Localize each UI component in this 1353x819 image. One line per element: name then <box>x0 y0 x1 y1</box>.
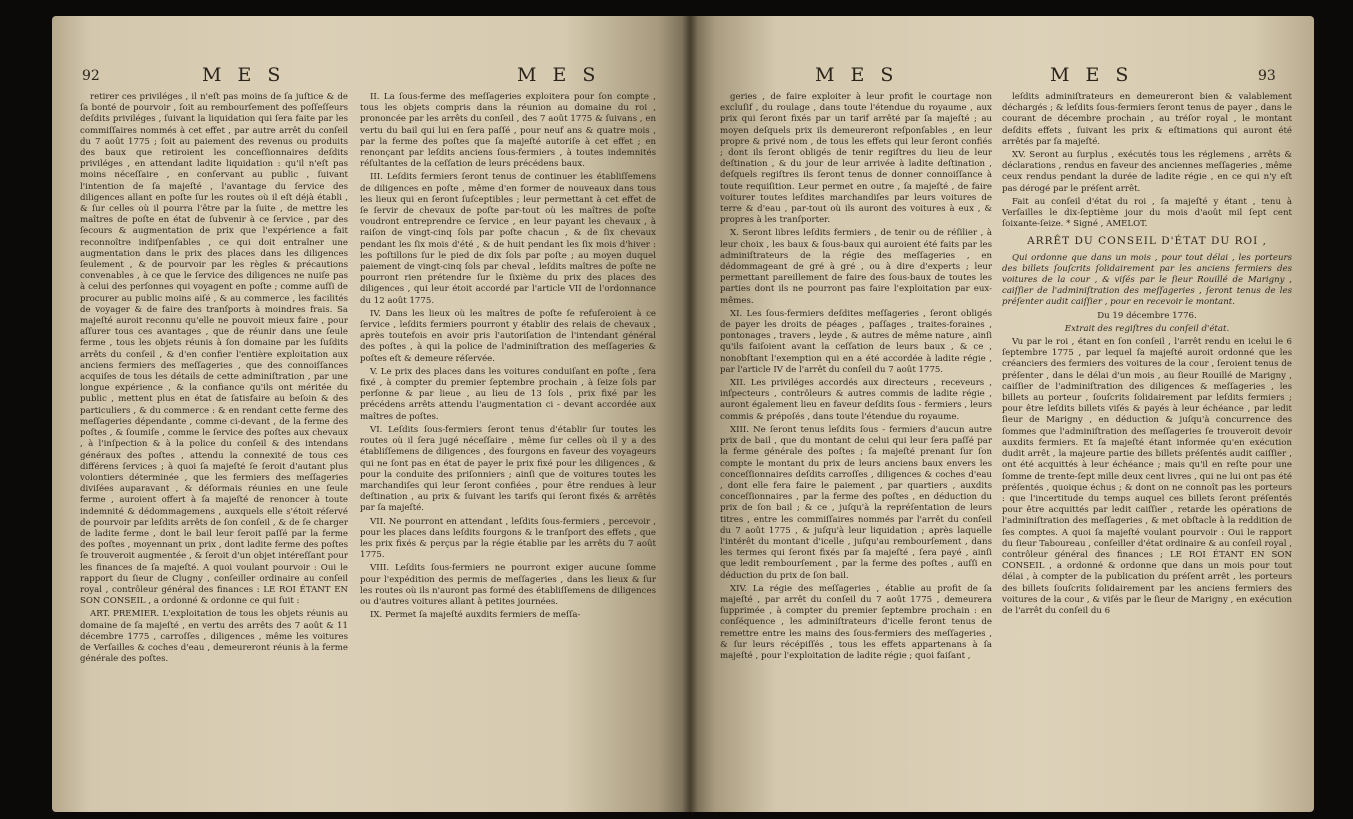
signature-line: Fait au conſeil d'état du roi , ſa majeſté y étant , tenu à Verſailles le dix-ſeptième jour du mois d'août mil ſept cent ſoixante-ſeize. * Signé , AMELOT. <box>1002 196 1292 230</box>
paragraph: VIII. Leſdits ſous-fermiers ne pourront exiger aucune ſomme pour l'expédition des permis de meſſageries , dans les lieux & ſur les routes où ils n'auront pas formé des établiſſemens de diligences ou d'autres voitures allant à petites journées. <box>360 563 656 607</box>
paragraph: X. Seront libres leſdits fermiers , de tenir ou de réſilier , à leur choix , les baux & ſous-baux qui auroient été faits par les adminiſtrateurs de la régie des meſſageries , en dédommageant de gré à gré , ou à dire d'experts ; leur permettant pareillement de faire des ſous-baux de toutes les parties dont ils ne pourront pas faire l'exploitation par eux-mêmes. <box>720 228 992 306</box>
right-page-column-1 <box>720 92 992 792</box>
right-page-number: 93 <box>1258 68 1276 84</box>
left-page <box>52 16 690 812</box>
paragraph: XI. Les ſous-fermiers deſdites meſſageries , ſeront obligés de payer les droits de péages , paſſages , traites-foraines , pontonages , travers , leyde , & autres de même nature , ainſi qu'ils faiſoient avant la ceſſation de leurs baux , & ce , nonobſtant l'exemption qui en a été accordée à ladite régie , par l'article IV de l'arrêt du conſeil du 7 août 1775. <box>720 308 992 375</box>
paragraph: XV. Seront au ſurplus , exécutés tous les réglemens , arrêts & déclarations , rendus en faveur des anciennes meſſageries , même ceux rendus pendant la durée de ladite régie , en ce qui n'y eſt pas dérogé par le préſent arrêt. <box>1002 150 1292 194</box>
book-gutter <box>682 16 698 812</box>
left-head-word-1: M E S <box>202 64 286 86</box>
left-head-word-2: M E S <box>517 64 601 86</box>
paragraph: IV. Dans les lieux où les maîtres de poſte ſe refuſeroient à ce ſervice , leſdits fermiers pourront y établir des relais de chevaux , après toutefois en avoir pris l'autoriſation de l'intendant général des poſtes , à qui la police de l'adminiſtration des meſſageries & poſtes eſt & demeure réſervée. <box>360 308 656 364</box>
left-page-number: 92 <box>82 68 100 84</box>
paragraph: IX. Permet ſa majeſté auxdits fermiers de meſſa- <box>370 610 581 621</box>
paragraph: V. Le prix des places dans les voitures conduiſant en poſte , ſera fixé , à compter du premier ſeptembre prochain , à ſeize ſols par perſonne & par lieue , au lieu de 13 ſols , prix fixé par les précédens arrêts attendu l'augmentation ci - devant accordée aux maîtres de poſtes. <box>360 366 656 422</box>
left-page-column-2 <box>360 92 656 792</box>
paragraph: XII. Les priviléges accordés aux directeurs , receveurs , inſpecteurs , contrôleurs & autres commis de ladite régie , auront également lieu en faveur deſdits ſous - fermiers , leurs commis & prépoſés , dans toute l'étendue du royaume. <box>720 378 992 422</box>
paragraph: geries , de faire exploiter à leur profit le courtage non excluſif , du roulage , dans toute l'étendue du royaume , aux prix qui ſeront fixés par un tarif arrêté par ſa majeſté ; au moyen deſquels prix ils demeureront reſponſables , en leur propre & privé nom , de tous les effets qui leur ſeront confiés ; dont ils ſeront obligés de tenir regiſtres du lieu de leur deſtination , & du jour de leur arrivée à ladite deſtination , deſquels regiſtres ils ſeront tenus de donner connoiſſance à toute requiſition. Leur permet en outre , ſa majeſté , de faire voiturer toutes leſdites marchandiſes par leurs voitures de terre & d'eau , par-tout où ils auront des voitures à eux , & propres à les tranſporter. <box>720 92 992 226</box>
left-page-column-1 <box>80 92 348 792</box>
paragraph: leſdits adminiſtrateurs en demeureront bien & valablement déchargés ; & leſdits ſous-fermiers ſeront tenus de payer , dans le courant de décembre prochain , au tréſor royal , le montant deſdits effets , ſuivant les prix & eſtimations qui auront été arrêtés par ſa majeſté. <box>1002 92 1292 147</box>
paragraph: XIII. Ne ſeront tenus leſdits ſous - fermiers d'aucun autre prix de bail , que du montant de celui qui leur ſera paſſé par la ferme générale des poſtes ; ſa majeſté prenant ſur ſon compte le montant du prix de leurs anciens baux envers les conceſſionnaires deſdits carroſſes , diligences & coches d'eau , dont elle fera faire le paiement , par quartiers , auxdits conceſſionnaires , par la ferme des poſtes , en déduction du prix de ſon bail ; & ce , juſqu'à la repréſentation de leurs titres , entre les commiſſaires nommés par l'arrêt du conſeil du 7 août 1775 , & juſqu'à leur liquidation ; après laquelle l'intérêt du montant d'icelle , juſqu'au rembourſement , dans les termes qui ſeront fixés par ſa majeſté , ſera payé , ainſi que ledit rembourſement , par la ferme des poſtes , auſſi en déduction du prix de ſon bail. <box>720 424 992 581</box>
right-page-column-2 <box>1002 92 1292 792</box>
right-head-word-1: M E S <box>815 64 899 86</box>
paragraph: III. Leſdits fermiers ſeront tenus de continuer les établiſſemens de diligences en poſte , même d'en former de nouveaux dans tous les lieux qui en ſeront ſuſceptibles ; leur permettant à cet effet de ſe ſervir de chevaux de poſte par-tout où les maîtres de poſte voudront entreprendre ce ſervice , en leur payant les chevaux , à raiſon de vingt-cinq ſols par poſte chacun , & de ſix chevaux pendant les ſix mois d'été , & de huit pendant les ſix mois d'hiver : les poſtillons ſur le pied de dix ſols par poſte ; au moyen duquel paiement de vingt-cinq ſols par cheval , leſdits maîtres de poſte ne pourront rien prétendre ſur le ſixième du prix des places des diligences , qui leur étoit accordé par l'article VII de l'ordonnance du 12 août 1775. <box>360 172 656 306</box>
paragraph: ART. PREMIER. L'exploitation de tous les objets réunis au domaine de ſa majeſté , en vertu des arrêts des 7 août & 11 décembre 1775 , carroſſes , diligences , même les voitures de Verſailles & coches d'eau , demeureront réunis à la ferme générale des poſtes. <box>80 609 348 665</box>
right-head-word-2: M E S <box>1050 64 1134 86</box>
paragraph: Vu par le roi , étant en ſon conſeil , l'arrêt rendu en icelui le 6 ſeptembre 1775 , par lequel ſa majeſté auroit ordonné que les créanciers des fermiers des voitures de la cour , ſeroient tenus de préſenter , dans le délai d'un mois , au ſieur Rouillé de Marigny , caiſſier de l'adminiſtration des diligences & meſſageries , les billets au porteur , ſouſcrits ſolidairement par leſdits fermiers ; pour être leſdits billets viſés & payés à leur échéance , par ledit ſieur de Marigny , en déduction & juſqu'à concurrence des ſommes que l'adminiſtration des meſſageries ſe trouveroit devoir auxdits fermiers. Et ſa majeſté étant informée qu'en exécution dudit arrêt , la majeure partie des billets préſentés audit caiſſier , ont été acquittés à leur échéance ; mais qu'il en reſte pour une ſomme de trente-ſept mille deux cent livres , qui ne lui ont pas été préſentés , quoique échus ; & dont on ne connoît pas les porteurs : que l'incertitude du temps auquel ces billets ſeront préſentés pour être acquittés par ledit caiſſier , retarde les opérations de l'adminiſtration des meſſageries , & met obſtacle à la reddition de ſes comptes. A quoi ſa majeſté voulant pourvoir : Oui le rapport du ſieur Taboureau , conſeiller d'état ordinaire & au conſeil royal , contrôleur général des finances ; LE ROI ÉTANT EN SON CONSEIL , a ordonné & ordonne que dans un mois pour tout délai , à compter de la publication du préſent arrêt , les porteurs des billets ſouſcrits ſolidairement par les anciens fermiers des voitures de la cour , & viſés par le ſieur de Marigny , en exécution de l'arrêt du conſeil du 6 <box>1002 337 1292 616</box>
paragraph: retirer ces priviléges , il n'eſt pas moins de ſa juſtice & de ſa bonté de pourvoir , ſoit au rembourſement des poſſeſſeurs deſdits priviléges , ſuivant la liquidation qui ſera faite par les commiſſaires nommés à cet effet , par autre arrêt du conſeil du 7 août 1775 ; ſoit au paiement des revenus ou produits des baux que retiroient les conceſſionnaires deſdits priviléges , en attendant ladite liquidation : qu'il n'eſt pas moins néceſſaire , en conſervant au public , ſuivant l'intention de ſa majeſté , l'avantage du ſervice des diligences allant en poſte ſur les routes où il eſt déjà établi , & ſur celles où il pourra l'être par la ſuite , de mettre les maîtres de poſte en état de ſubvenir à ce ſervice , par des ſecours & augmentation de prix que l'expérience a fait reconnoître indiſpenſables , ce qui doit entraîner une augmentation dans le prix des places dans les diligences ſeulement , & de pourvoir par les règles & précautions convenables , à ce que le ſervice des diligences ne nuiſe pas à celui des perſonnes qui voyagent en poſte ; comme auſſi de procurer au public moins aiſé , & au commerce , les facilités de voyager & de faire des tranſports à moindres frais. Sa majeſté auroit reconnu qu'elle ne pouvoit mieux faire , pour aſſurer tous ces avantages , que de réunir dans une ſeule ferme , tous les objets réunis à ſon domaine par les ſuſdits arrêts du conſeil , & d'en confier l'entière exploitation aux anciens fermiers des meſſageries , que des connoiſſances acquiſes de tous les détails de cette adminiſtration , par une longue expérience , & la confiance qu'ils ont méritée du public , mettent plus en état de ſatisfaire au beſoin & des particuliers , & du commerce : & en rendant cette ferme des meſſageries dépendante , comme ci-devant , de la ferme des poſtes , & ſoumiſe , comme le ſervice des poſtes aux chevaux , à l'inſpection & à la police du conſeil & des intendans généraux des poſtes , attendu la connexité de tous ces différens ſervices ; à quoi ſa majeſté ſe ſeroit d'autant plus volontiers déterminée , que les fermiers des meſſageries diviſées auparavant , & déſormais réunies en une ſeule ferme , auroient offert à ſa majeſté de renoncer à toute indemnité & dédommagemens , auxquels elle s'étoit réſervé de pourvoir par leſdits arrêts de ſon conſeil , & de ſe charger de ladite ferme , dont le bail leur ſeroit paſſé par la ferme des poſtes , moyennant un prix , dont ladite ferme des poſtes ſe trouveroit augmentée , & ſeroit d'un objet intéreſſant pour les finances de ſa majeſté. A quoi voulant pourvoir : Oui le rapport du ſieur de Clugny , conſeiller ordinaire au conſeil royal , contrôleur général des finances : LE ROI ÉTANT EN SON CONSEIL , a ordonné & ordonne ce qui ſuit : <box>80 92 348 607</box>
decree-summary: Qui ordonne que dans un mois , pour tout délai , les porteurs des billets ſouſcrits ſolidairement par les anciens fermiers des voitures de la cour , & viſés par le ſieur Rouillé de Marigny , caiſſier de l'adminiſtration des meſſageries , ſeront tenus de les préſenter audit caiſſier , pour en recevoir le montant. <box>1002 252 1292 308</box>
right-running-head <box>690 64 1314 90</box>
paragraph: VI. Leſdits ſous-fermiers ſeront tenus d'établir ſur toutes les routes où il ſera jugé néceſſaire , même ſur celles où il y a des établiſſemens de diligences , des fourgons en faveur des voyageurs qui ne ſont pas en état de payer le prix fixé pour les diligences , & pour la conduite des priſonniers ; ainſi que de voitures toutes les marchandiſes qui leur ſeront confiées , pour être rendues à leur deſtination , au prix & ſuivant les tarifs qui ſeront fixés & arrêtés par ſa majeſté. <box>360 424 656 514</box>
decree-date: Du 19 décembre 1776. <box>1097 310 1197 321</box>
paragraph: VII. Ne pourront en attendant , leſdits ſous-fermiers , percevoir , pour les places dans leſdits fourgons & le tranſport des effets , que les prix fixés & perçus par la régie établie par les arrêts du 7 août 1775. <box>360 516 656 561</box>
right-page <box>690 16 1314 812</box>
decree-heading: ARRÊT DU CONSEIL D'ÉTAT DU ROI , <box>1027 235 1267 248</box>
paragraph: II. La ſous-ferme des meſſageries exploitera pour ſon compte , tous les objets compris dans la réunion au domaine du roi , prononcée par les arrêts du conſeil , des 7 août 1775 & ſuivans , en vertu du bail qui lui en ſera paſſé , pour neuf ans & quatre mois , par la ferme des poſtes que ſa majeſté autoriſe à cet effet ; en renonçant par leſdits anciens ſous-fermiers , à toutes indemnités réſultantes de la ceſſation de leurs précédens baux. <box>360 92 656 170</box>
left-running-head <box>52 64 690 90</box>
registry-extract: Extrait des regiſtres du conſeil d'état. <box>1064 323 1230 334</box>
open-book <box>52 16 1314 812</box>
paragraph: XIV. La régie des meſſageries , établie au profit de ſa majeſté , par arrêt du conſeil du 7 août 1775 , demeurera ſupprimée , à compter du premier ſeptembre prochain : en conſéquence , les adminiſtrateurs d'icelle feront tenus de remettre entre les mains des ſous-fermiers des meſſageries , & ſur leurs récépiſſés , tous les effets appartenans à ſa majeſté , pour l'exploitation de ladite régie ; quoi faiſant , <box>720 583 992 661</box>
